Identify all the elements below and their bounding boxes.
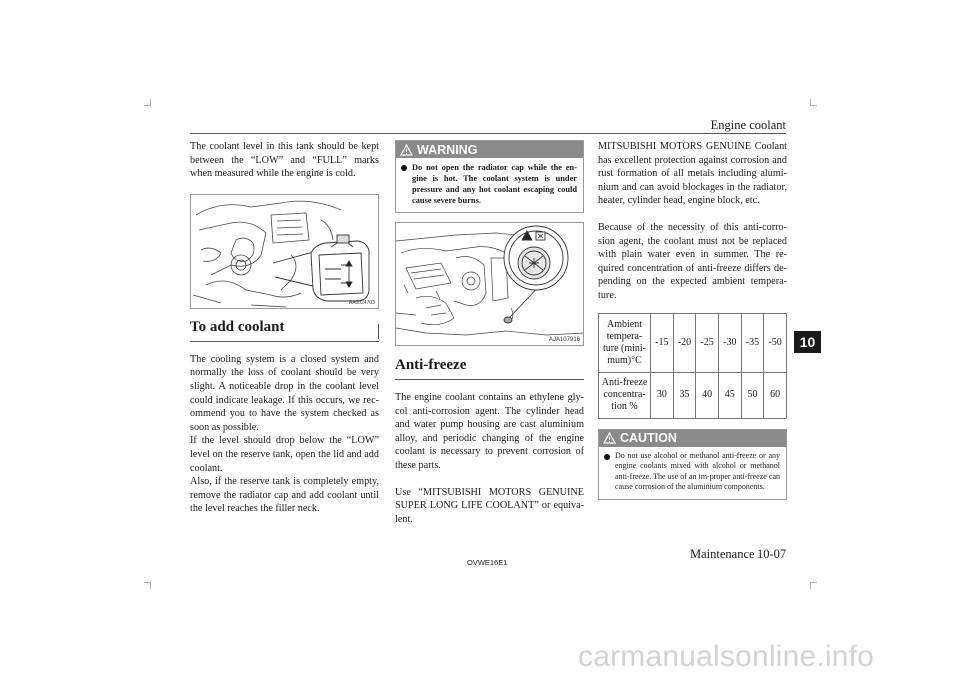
warning-header: [396, 141, 583, 158]
document-code: OVWE16E1: [467, 558, 508, 567]
crop-mark: [810, 582, 811, 589]
to-add-coolant-heading: [190, 319, 379, 342]
table-cell: -35: [741, 313, 764, 372]
warning-item: [396, 158, 583, 212]
table-cell: 50: [741, 372, 764, 418]
table-cell: 40: [696, 372, 719, 418]
crop-mark: [150, 582, 151, 589]
table-row: [599, 372, 787, 418]
bullet-icon: [604, 454, 610, 460]
crop-mark: [810, 105, 817, 106]
genuine-coolant-paragraph: MITSUBISHI MOTORS GENUINE Coolant has excellent protection against corrosion and rust formation of all metals including alumi-nium and can avoid blockages in the radiator, heater, cylinder head, engine block, etc.: [598, 141, 787, 207]
caution-triangle-icon: [603, 432, 616, 444]
page-number: 10-07: [757, 547, 787, 561]
warning-title: WARNING: [417, 142, 478, 157]
caution-item: [599, 447, 786, 499]
table-cell: 60: [764, 372, 787, 418]
anti-freeze-table: [598, 313, 787, 419]
radiator-cap-figure: [395, 222, 584, 346]
add-coolant-paragraph-2: If the level should drop below the “LOW” level on the reserve tank, open the lid and add coolant.: [190, 435, 379, 474]
warning-box: [395, 140, 584, 213]
figure-code: AA0024703: [348, 299, 375, 306]
figure-code: AJA107916: [548, 337, 580, 343]
concentration-paragraph: Because of the necessity of this anti-corro-sion agent, the coolant must not be replaced with plain water even in summer. The re-quired concentration of anti-freeze differs de-pending on the expected ambient tempera-ture.: [598, 221, 787, 301]
caution-title: CAUTION: [620, 431, 677, 446]
column-left: [190, 140, 379, 516]
table-cell: -30: [718, 313, 741, 372]
footer-section: Maintenance: [690, 547, 755, 561]
warning-text: Do not open the radiator cap while the en-gine is hot. The coolant system is under pressure and any hot coolant escaping could cause severe burns.: [412, 163, 577, 205]
table-cell: -20: [673, 313, 696, 372]
radiator-illustration: [396, 223, 584, 346]
table-row-label: Anti-freeze concentra-tion %: [599, 372, 651, 418]
caution-header: [599, 430, 786, 447]
table-cell: -25: [696, 313, 719, 372]
watermark: carmanualsonline.info: [578, 640, 875, 673]
table-cell: -50: [764, 313, 787, 372]
caution-box: [598, 429, 787, 500]
bullet-icon: [401, 165, 407, 171]
table-cell: -15: [651, 313, 674, 372]
table-row-label: Ambient tempera-ture (mini-mum)°C: [599, 313, 651, 372]
crop-mark: [144, 105, 151, 106]
table-cell: 30: [651, 372, 674, 418]
crop-mark: [810, 582, 817, 583]
anti-freeze-heading: [395, 357, 584, 380]
add-coolant-paragraph-1: The cooling system is a closed system and normally the loss of coolant should be very slight. A noticeable drop in the coolant level could indicate leakage. If this occurs, we rec-ommend you to have the system checked as soon as possible.: [190, 353, 379, 433]
table-row: [599, 313, 787, 372]
reserve-tank-figure: [190, 194, 379, 309]
warning-triangle-icon: [400, 144, 413, 156]
crop-mark: [144, 582, 151, 583]
heading-tick: [378, 324, 379, 339]
table-cell: 45: [718, 372, 741, 418]
anti-freeze-paragraph-2: Use “MITSUBISHI MOTORS GENUINE SUPER LONG LIFE COOLANT” or equiva-lent.: [395, 486, 584, 525]
caution-text: Do not use alcohol or methanol anti-freeze or any engine coolants mixed with alcohol or methanol anti-freeze. The use of an im-proper anti-freeze can cause corrosion of the aluminium components.: [615, 450, 780, 492]
intro-paragraph: The coolant level in this tank should be kept between the “LOW” and “FULL” marks when measured while the engine is cold.: [190, 141, 379, 180]
chapter-tab[interactable]: 10: [794, 331, 821, 353]
column-middle: [395, 140, 584, 526]
heading-text: Anti-freeze: [395, 357, 467, 373]
engine-bay-illustration: [191, 195, 379, 309]
column-right: [598, 140, 787, 500]
anti-freeze-paragraph-1: The engine coolant contains an ethylene gly-col anti-corrosion agent. The cylinder head and water pump housing are cast aluminium alloy, and periodic changing of the engine coolant is necessary to prevent corrosion of these parts.: [395, 392, 584, 471]
heading-text: To add coolant: [190, 318, 285, 335]
table-cell: 35: [673, 372, 696, 418]
add-coolant-paragraph-3: Also, if the reserve tank is completely empty, remove the radiator cap and add coolant until the level reaches the filler neck.: [190, 476, 379, 515]
header-rule: [190, 133, 786, 134]
section-title: Engine coolant: [710, 118, 786, 132]
